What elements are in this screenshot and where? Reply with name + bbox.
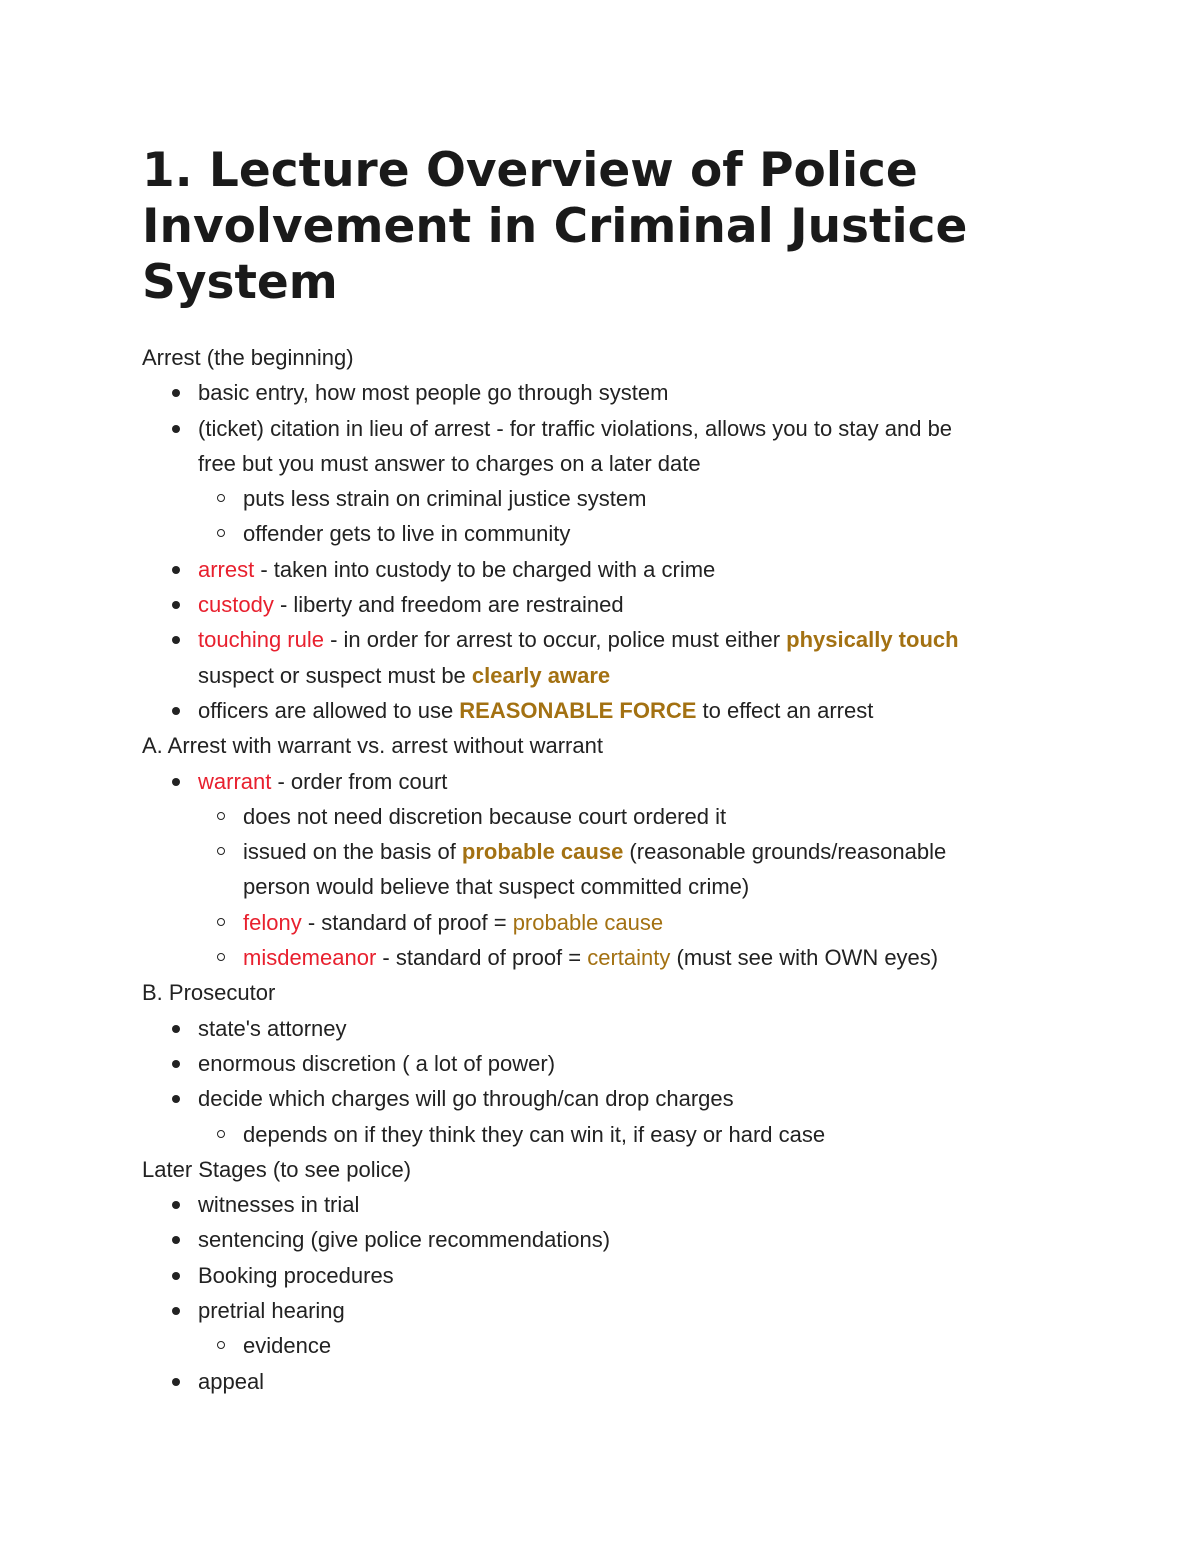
sub-list-item: does not need discretion because court ordered it — [142, 799, 1062, 834]
highlight-certainty: certainty — [587, 945, 671, 971]
list-item: touching rule - in order for arrest to occur, police must either physically touch — [142, 622, 1062, 657]
bullet-disc-icon — [172, 566, 180, 574]
list-item: enormous discretion ( a lot of power) — [142, 1046, 1062, 1081]
bullet-circle-icon — [217, 812, 225, 820]
list-item: custody - liberty and freedom are restrained — [142, 587, 1062, 622]
bullet-disc-icon — [172, 1025, 180, 1033]
term-touching-rule: touching rule — [198, 627, 324, 653]
sub-list-item: evidence — [142, 1328, 1062, 1363]
bullet-circle-icon — [217, 1130, 225, 1138]
term-warrant: warrant — [198, 768, 272, 794]
list-item: Booking procedures — [142, 1258, 1062, 1293]
list-item: warrant - order from court — [142, 764, 1062, 799]
highlight-reasonable-force: REASONABLE FORCE — [459, 697, 697, 723]
list-item: arrest - taken into custody to be charged with a crime — [142, 552, 1062, 587]
sub-list-item: issued on the basis of probable cause (reasonable grounds/reasonable — [142, 834, 1062, 869]
list-item: witnesses in trial — [142, 1187, 1062, 1222]
term-misdemeanor: misdemeanor — [243, 945, 377, 971]
term-arrest: arrest — [198, 556, 255, 582]
list-item: basic entry, how most people go through system — [142, 375, 1062, 410]
list-item: sentencing (give police recommendations) — [142, 1222, 1062, 1257]
highlight-felony-standard: probable cause — [512, 909, 664, 935]
sub-list-item: depends on if they think they can win it, if easy or hard case — [142, 1117, 1062, 1152]
list-item: decide which charges will go through/can drop charges — [142, 1081, 1062, 1116]
list-item-continuation: suspect or suspect must be clearly aware — [198, 662, 611, 688]
term-felony: felony — [243, 909, 302, 935]
list-item: appeal — [142, 1364, 1062, 1399]
section-heading-arrest: Arrest (the beginning) — [142, 345, 354, 370]
bullet-disc-icon — [172, 425, 180, 433]
section-heading-later-stages: Later Stages (to see police) — [142, 1156, 412, 1182]
section-heading-warrant: A. Arrest with warrant vs. arrest without warrant — [142, 733, 603, 759]
highlight-clearly-aware: clearly aware — [471, 662, 611, 688]
highlight-probable-cause: probable cause — [461, 839, 624, 865]
bullet-circle-icon — [217, 953, 225, 961]
bullet-disc-icon — [172, 1060, 180, 1068]
bullet-circle-icon — [217, 1341, 225, 1349]
list-item-continuation: free but you must answer to charges on a later date — [198, 450, 701, 476]
list-item: pretrial hearing — [142, 1293, 1062, 1328]
bullet-disc-icon — [172, 1201, 180, 1209]
sub-list-item: offender gets to live in community — [142, 516, 1062, 551]
notes-body — [142, 340, 1062, 1399]
bullet-circle-icon — [217, 918, 225, 926]
highlight-physically-touch: physically touch — [786, 627, 959, 653]
bullet-disc-icon — [172, 1272, 180, 1280]
sub-list-item: misdemeanor - standard of proof = certainty (must see with OWN eyes) — [142, 940, 1062, 975]
term-custody: custody — [198, 592, 274, 618]
page-title: 1. Lecture Overview of Police Involvement in Criminal Justice System — [142, 143, 968, 310]
sub-list-item: felony - standard of proof = probable cause — [142, 905, 1062, 940]
list-item: state's attorney — [142, 1011, 1062, 1046]
bullet-disc-icon — [172, 389, 180, 397]
sub-list-item-continuation: person would believe that suspect committed crime) — [243, 874, 750, 900]
bullet-disc-icon — [172, 1307, 180, 1315]
bullet-disc-icon — [172, 1236, 180, 1244]
sub-list-item: puts less strain on criminal justice system — [142, 481, 1062, 516]
bullet-disc-icon — [172, 778, 180, 786]
bullet-disc-icon — [172, 636, 180, 644]
bullet-disc-icon — [172, 1378, 180, 1386]
bullet-circle-icon — [217, 494, 225, 502]
bullet-disc-icon — [172, 707, 180, 715]
list-item: officers are allowed to use REASONABLE FORCE to effect an arrest — [142, 693, 1062, 728]
bullet-circle-icon — [217, 847, 225, 855]
bullet-disc-icon — [172, 1095, 180, 1103]
bullet-disc-icon — [172, 601, 180, 609]
list-item: (ticket) citation in lieu of arrest - for traffic violations, allows you to stay and be — [142, 411, 1062, 446]
bullet-circle-icon — [217, 529, 225, 537]
section-heading-prosecutor: B. Prosecutor — [142, 980, 276, 1006]
